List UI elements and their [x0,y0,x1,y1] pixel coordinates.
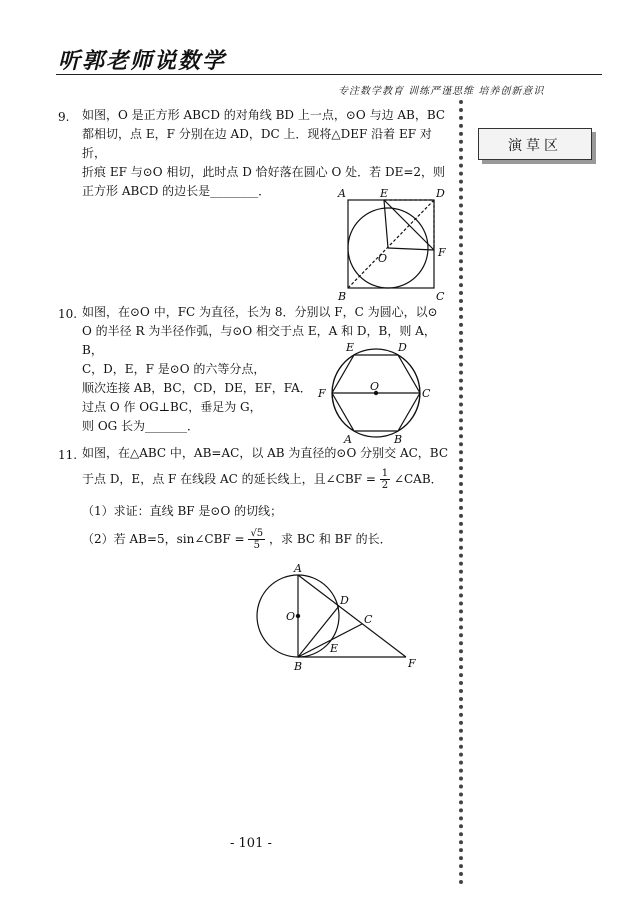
q10-label-b: B [394,433,403,446]
q9-line: 如图，O 是正方形 ABCD 的对角线 BD 上一点，⊙O 与边 AB，BC [82,108,446,122]
q11-fraction-sin [248,528,265,551]
q9-label-d: D [436,187,445,200]
q9-label-o: O [378,252,388,265]
q9-label-b: B [338,290,347,303]
q9-segment-eo [384,200,388,248]
q10-label-a: A [344,433,352,446]
q10-label-d: D [398,341,407,354]
draft-area-box [478,128,592,160]
q11-part2-end: ，求 BC 和 BF 的长． [269,532,392,546]
q11-part2 [82,528,454,551]
q11-line-af [298,575,406,657]
q10-line: C，D，E，F 是⊙O 的六等分点， [82,362,266,376]
q9-line: 都相切，点 E，F 分别在边 AD，DC 上．现将△DEF 沿着 EF 对折， [82,127,432,160]
q11-label-o: O [286,610,296,623]
q10-line: O 的半径 R 为半径作弧，与⊙O 相交于点 E，A 和 D，B，则 A，B， [82,324,436,357]
q9-label-e: E [380,187,389,200]
q11-part1: （1）求证：直线 BF 是⊙O 的切线； [82,504,283,518]
q11-line2-start: 于点 D，E，点 F 在线段 AC 的延长线上，且∠CBF = [82,472,376,486]
page-number: - 101 - [230,836,272,851]
q11-sin-denominator: 5 [253,540,260,551]
q9-line: 折痕 EF 与⊙O 相切，此时点 D 恰好落在圆心 O 处．若 DE=2，则 [82,165,446,179]
brand-title: 听郭老师说数学 [58,48,227,74]
q11-frac-numerator: 1 [381,468,389,479]
q11-line2 [82,468,454,491]
q11-label-a: A [294,562,302,575]
q9-label-c: C [436,290,445,303]
q11-line2-end: ∠CAB． [393,472,443,486]
q10-figure [314,340,438,446]
q11-part2-start: （2）若 AB=5，sin∠CBF = [82,532,245,546]
header-rule [56,74,602,75]
q11-label-f: F [408,657,416,670]
q11-number: 11. [58,448,78,462]
q10-line: 顺次连接 AB，BC，CD，DE，EF，FA． [82,381,312,395]
q9-number: 9. [58,110,70,124]
draft-area-label: 演草区 [508,138,562,154]
q10-label-o: O [370,380,380,393]
q9-segment-fo [388,248,434,250]
q10-line: 如图，在⊙O 中，FC 为直径，长为 8．分别以 F，C 为圆心，以⊙ [82,305,438,319]
q10-label-e: E [346,341,355,354]
q10-line: 过点 O 作 OG⊥BC，垂足为 G， [82,400,262,414]
q10-label-f: F [318,387,326,400]
q11-label-e: E [330,642,339,655]
q11-sin-numerator: √5 [250,528,264,539]
q11-line1: 如图，在△ABC 中，AB=AC，以 AB 为直径的⊙O 分别交 AC，BC [82,446,449,460]
margin-divider [459,100,463,885]
q10-label-c: C [422,387,431,400]
q11-fraction-half [380,468,390,491]
q9-figure [332,186,458,304]
q11-label-b: B [294,660,303,672]
q11-label-d: D [340,594,349,607]
q10-line: 则 OG 长为_______． [82,419,200,433]
header-slogan: 专注数学教育 训练严谨思维 培养创新意识 [338,86,545,97]
q9-diagonal [348,200,434,288]
q10-number: 10. [58,307,78,321]
q9-line: 正方形 ABCD 的边长是________． [82,184,271,198]
q9-label-f: F [438,246,446,259]
q11-figure [244,560,424,672]
q11-center-point [296,614,299,617]
q11-frac-denominator: 2 [381,480,389,491]
q11-label-c: C [364,613,373,626]
q9-label-a: A [338,187,346,200]
